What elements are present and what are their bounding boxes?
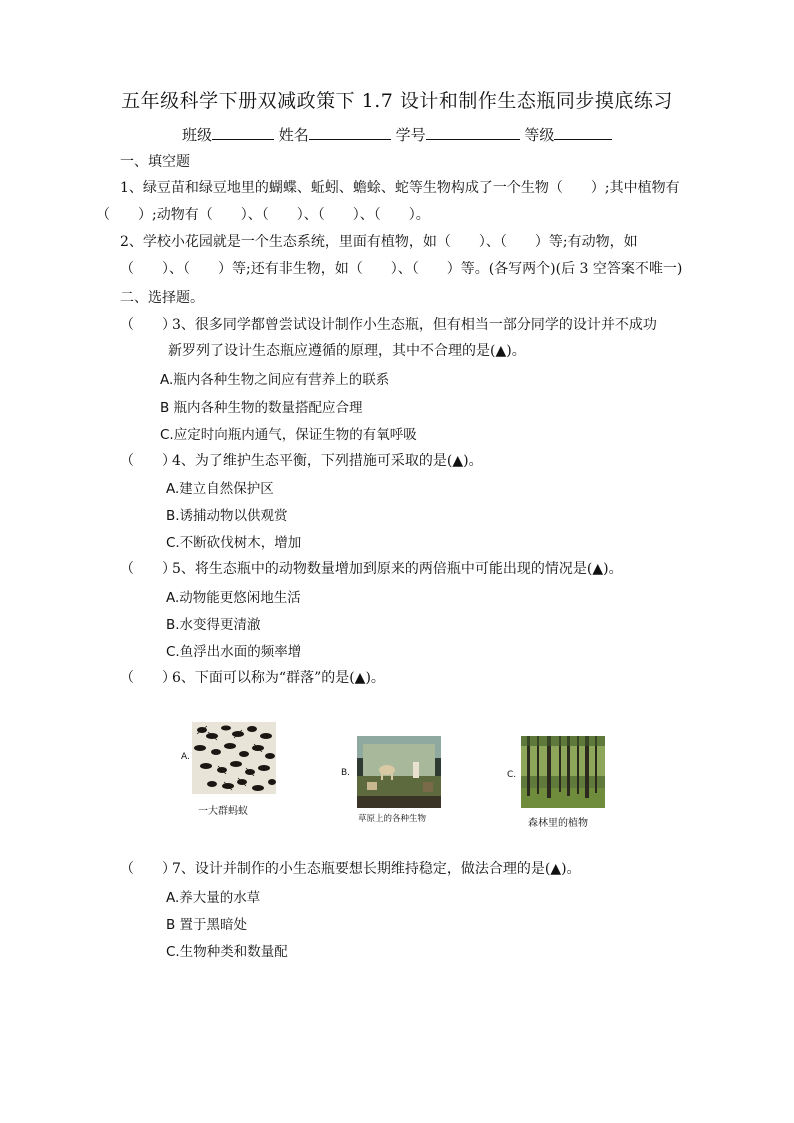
picture-a-caption: 一大群蚂蚁 [198, 806, 248, 817]
question-5-option-c[interactable]: C.鱼浮出水面的频率增 [166, 644, 302, 660]
picture-b-caption: 草原上的各种生物 [358, 814, 427, 824]
class-label: 班级 [182, 126, 213, 144]
grade-blank[interactable] [554, 125, 612, 140]
page-title: 五年级科学下册双减政策下 1.7 设计和制作生态瓶同步摸底练习 [121, 90, 673, 112]
question-6-text: 6、下面可以称为“群落”的是(▲)。 [172, 670, 385, 686]
class-blank[interactable] [212, 125, 274, 140]
picture-b-letter: B. [341, 768, 351, 778]
question-7-option-a[interactable]: A.养大量的水草 [166, 890, 261, 906]
question-7-text: 7、设计并制作的小生态瓶要想长期维持稳定，做法合理的是(▲)。 [172, 861, 581, 877]
student-info-line [182, 124, 612, 145]
question-7-answer-paren[interactable]: （ ） [120, 861, 176, 877]
question-3-answer-paren[interactable]: （ ） [120, 317, 176, 333]
question-3-option-a[interactable]: A.瓶内各种生物之间应有营养上的联系 [160, 372, 390, 388]
grassland-photo[interactable] [357, 736, 441, 808]
grassland-image [357, 736, 441, 808]
question-7-option-c[interactable]: C.生物种类和数量配 [166, 944, 288, 960]
question-5-option-a[interactable]: A.动物能更悠闲地生活 [166, 590, 301, 606]
question-5-option-b[interactable]: B.水变得更清澈 [166, 617, 261, 633]
question-3-line-1: 3、很多同学都曾尝试设计制作小生态瓶，但有相当一部分同学的设计并不成功 [172, 317, 657, 333]
question-1-line-1: 1、绿豆苗和绿豆地里的蝴蝶、蚯蚓、蟾蜍、蛇等生物构成了一个生物（ ）;其中植物有 [120, 180, 680, 196]
picture-c-caption: 森林里的植物 [528, 818, 588, 829]
forest-image [521, 736, 605, 808]
question-2-line-2: （ ）、（ ）等;还有非生物，如（ ）、（ ）等。(各写两个)(后 3 空答案不唯一) [120, 261, 683, 277]
question-3-option-c[interactable]: C.应定时向瓶内通气，保证生物的有氧呼吸 [160, 427, 417, 443]
ants-image [192, 722, 276, 794]
grade-label: 等级 [524, 126, 555, 144]
question-6-answer-paren[interactable]: （ ） [120, 670, 176, 686]
name-blank[interactable] [309, 125, 391, 140]
question-5-answer-paren[interactable]: （ ） [120, 561, 176, 577]
section-choice-heading: 二、选择题。 [120, 290, 204, 306]
question-3-option-b[interactable]: B 瓶内各种生物的数量搭配应合理 [160, 400, 363, 416]
picture-a-letter: A. [181, 752, 190, 762]
question-4-option-c[interactable]: C.不断砍伐树木，增加 [166, 535, 302, 551]
question-7-option-b[interactable]: B 置于黑暗处 [166, 917, 248, 933]
picture-c-letter: C. [507, 770, 517, 780]
question-4-option-a[interactable]: A.建立自然保护区 [166, 481, 274, 497]
question-4-option-b[interactable]: B.诱捕动物以供观赏 [166, 508, 288, 524]
ants-photo[interactable] [192, 722, 276, 794]
name-label: 姓名 [278, 126, 309, 144]
question-4-answer-paren[interactable]: （ ） [120, 453, 176, 469]
question-1-line-2: （ ）;动物有（ ）、（ ）、（ ）、（ ）。 [96, 207, 430, 223]
question-3-line-2: 新罗列了设计生态瓶应遵循的原理，其中不合理的是(▲)。 [168, 343, 526, 359]
id-label: 学号 [395, 126, 426, 144]
question-2-line-1: 2、学校小花园就是一个生态系统，里面有植物，如（ ）、（ ）等;有动物，如 [120, 234, 638, 250]
section-fill-blank-heading: 一、填空题 [120, 154, 190, 170]
question-4-text: 4、为了维护生态平衡，下列措施可采取的是(▲)。 [172, 453, 483, 469]
id-blank[interactable] [426, 125, 520, 140]
question-5-text: 5、将生态瓶中的动物数量增加到原来的两倍瓶中可能出现的情况是(▲)。 [172, 561, 623, 577]
forest-photo[interactable] [521, 736, 605, 808]
